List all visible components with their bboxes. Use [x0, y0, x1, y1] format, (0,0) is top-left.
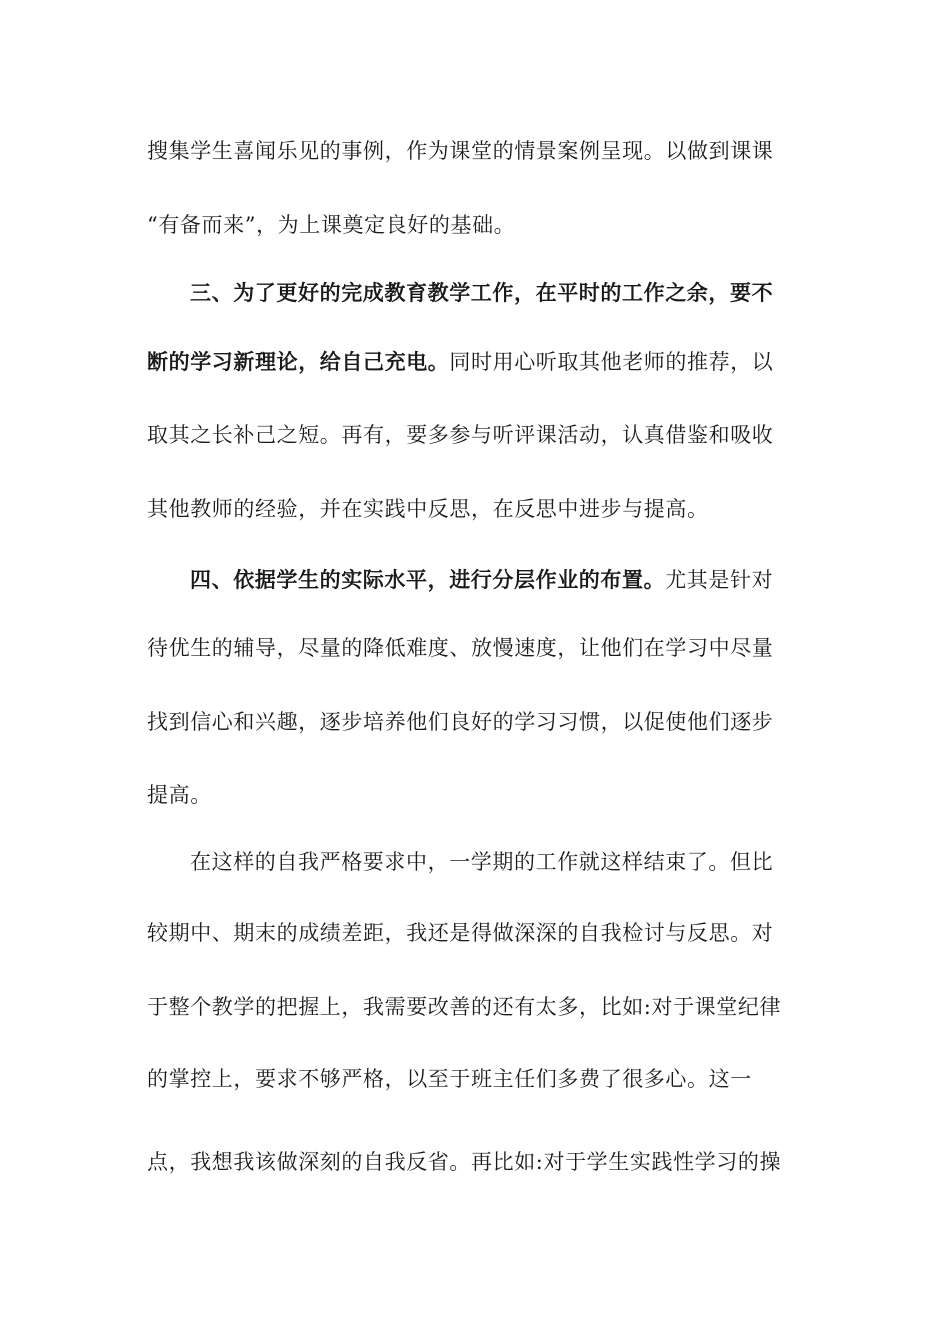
paragraph-line: 的掌控上，要求不够严格，以至于班主任们多费了很多心。这一	[147, 1067, 752, 1091]
paragraph-line	[147, 347, 773, 377]
section-heading-three: 三、为了更好的完成教育教学工作，在平时的工作之余，要不	[190, 280, 774, 305]
paragraph-line: 于整个教学的把握上，我需要改善的还有太多，比如:对于课堂纪律	[147, 995, 782, 1019]
paragraph-line: 提高。	[147, 783, 212, 807]
paragraph-text: 尤其是针对	[665, 568, 774, 592]
paragraph-line: 取其之长补己之短。再有，要多参与听评课活动，认真借鉴和吸收	[147, 423, 774, 447]
paragraph-line: 其他教师的经验，并在实践中反思，在反思中进步与提高。	[147, 497, 709, 521]
paragraph-line: 较期中、期末的成绩差距，我还是得做深深的自我检讨与反思。对	[147, 921, 774, 945]
paragraph-line: “有备而来”，为上课奠定良好的基础。	[147, 213, 516, 237]
paragraph-line: 点，我想我该做深刻的自我反省。再比如:对于学生实践性学习的操	[147, 1150, 782, 1174]
section-heading-three-continued: 断的学习新理论，给自己充电。	[147, 349, 450, 374]
paragraph-line: 搜集学生喜闻乐见的事例，作为课堂的情景案例呈现。以做到课课	[147, 139, 774, 163]
paragraph-line: 待优生的辅导，尽量的降低难度、放慢速度，让他们在学习中尽量	[147, 636, 774, 660]
paragraph-line	[190, 565, 773, 595]
paragraph-line: 在这样的自我严格要求中，一学期的工作就这样结束了。但比	[190, 850, 774, 874]
section-heading-four: 四、依据学生的实际水平，进行分层作业的布置。	[190, 567, 666, 592]
paragraph-text: 同时用心听取其他老师的推荐，以	[449, 350, 774, 374]
paragraph-line: 找到信心和兴趣，逐步培养他们良好的学习习惯，以促使他们逐步	[147, 710, 774, 734]
